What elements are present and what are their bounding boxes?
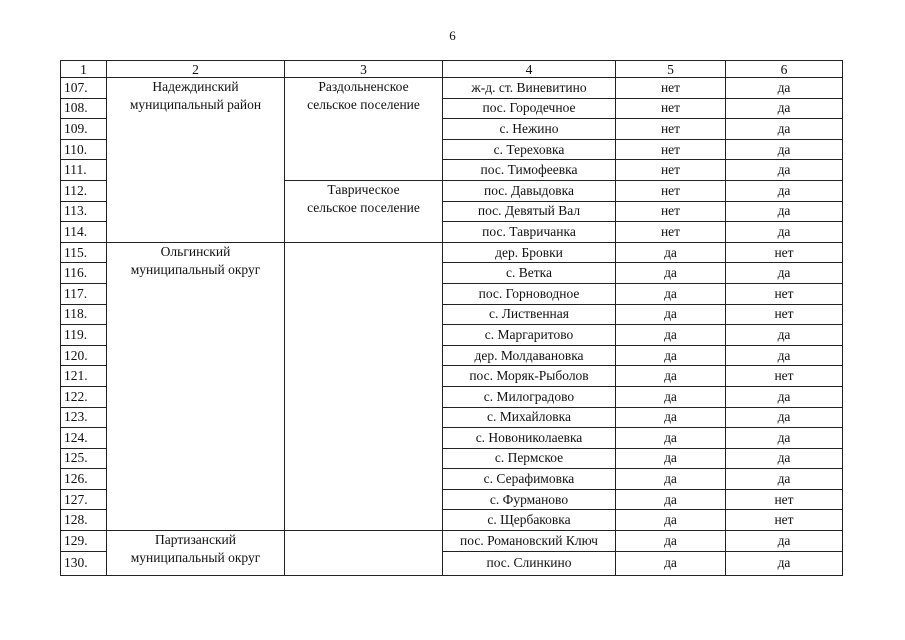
settlement-cell [285,78,443,181]
col6-value: нет [726,242,843,263]
col6-value: нет [726,304,843,325]
place-name: с. Серафимовка [443,469,616,490]
header-cell-5: 5 [616,61,726,78]
col5-value: нет [616,201,726,222]
table-body [61,61,843,576]
place-name: пос. Тавричанка [443,222,616,243]
col5-value: нет [616,78,726,99]
col6-value: нет [726,489,843,510]
col6-value: нет [726,283,843,304]
place-name: ж-д. ст. Виневитино [443,78,616,99]
col6-value: да [726,180,843,201]
settlements-table [60,60,843,576]
col5-value: нет [616,119,726,140]
place-name: дер. Молдавановка [443,345,616,366]
col6-value: да [726,428,843,449]
place-name: пос. Моряк-Рыболов [443,366,616,387]
row-number: 123. [61,407,107,428]
row-number: 109. [61,119,107,140]
row-number: 118. [61,304,107,325]
row-number: 115. [61,242,107,263]
row-number: 119. [61,325,107,346]
col6-value: да [726,222,843,243]
row-number: 122. [61,386,107,407]
col6-value: нет [726,510,843,531]
settlement-cell [285,180,443,242]
place-name: пос. Горноводное [443,283,616,304]
district-name: Ольгинский [160,243,231,259]
settlement-type: сельское поселение [307,199,420,215]
col5-value: да [616,283,726,304]
header-cell-4: 4 [443,61,616,78]
place-name: пос. Слинкино [443,551,616,575]
col6-value: да [726,448,843,469]
table-row [61,242,843,263]
col5-value: да [616,489,726,510]
place-name: с. Ветка [443,263,616,284]
col5-value: да [616,242,726,263]
col6-value: да [726,201,843,222]
district-name: Надеждинский [152,79,239,94]
header-cell-1: 1 [61,61,107,78]
district-type: муниципальный округ [130,550,261,566]
row-number: 113. [61,201,107,222]
row-number: 111. [61,160,107,181]
place-name: с. Маргаритово [443,325,616,346]
place-name: пос. Романовский Ключ [443,531,616,552]
row-number: 116. [61,263,107,284]
table-row [61,531,843,552]
row-number: 110. [61,139,107,160]
header-cell-2: 2 [107,61,285,78]
row-number: 107. [61,78,107,99]
col5-value: да [616,510,726,531]
col5-value: нет [616,180,726,201]
place-name: дер. Бровки [443,242,616,263]
col6-value: да [726,386,843,407]
district-type: муниципальный округ [130,261,261,277]
col6-value: да [726,407,843,428]
header-row [61,61,843,78]
place-name: с. Пермское [443,448,616,469]
place-name: пос. Городечное [443,98,616,119]
row-number: 124. [61,428,107,449]
col5-value: да [616,428,726,449]
col5-value: да [616,386,726,407]
settlement-type: сельское поселение [307,97,420,112]
col5-value: да [616,304,726,325]
header-cell-3: 3 [285,61,443,78]
col5-value: нет [616,222,726,243]
row-number: 128. [61,510,107,531]
header-cell-6: 6 [726,61,843,78]
place-name: пос. Девятый Вал [443,201,616,222]
col6-value: да [726,325,843,346]
table-row [61,78,843,99]
col5-value: да [616,366,726,387]
row-number: 108. [61,98,107,119]
district-cell [107,531,285,576]
place-name: с. Тереховка [443,139,616,160]
place-name: с. Щербаковка [443,510,616,531]
col5-value: да [616,345,726,366]
col6-value: да [726,139,843,160]
col5-value: да [616,448,726,469]
place-name: пос. Давыдовка [443,180,616,201]
col6-value: да [726,345,843,366]
district-name: Партизанский [155,532,236,548]
place-name: с. Михайловка [443,407,616,428]
settlement-name: Таврическое [327,181,400,197]
row-number: 117. [61,283,107,304]
col5-value: да [616,551,726,575]
col6-value: да [726,551,843,575]
district-cell [107,78,285,243]
district-cell [107,242,285,530]
row-number: 127. [61,489,107,510]
row-number: 126. [61,469,107,490]
row-number: 121. [61,366,107,387]
row-number: 114. [61,222,107,243]
col6-value: да [726,119,843,140]
col6-value: да [726,98,843,119]
col6-value: да [726,160,843,181]
col6-value: да [726,78,843,99]
col6-value: да [726,263,843,284]
row-number: 120. [61,345,107,366]
page-number: 6 [449,28,456,43]
row-number: 129. [61,531,107,552]
col5-value: нет [616,160,726,181]
place-name: с. Новониколаевка [443,428,616,449]
col5-value: нет [616,139,726,160]
col5-value: да [616,531,726,552]
row-number: 112. [61,180,107,201]
place-name: с. Лиственная [443,304,616,325]
place-name: с. Нежино [443,119,616,140]
row-number: 125. [61,448,107,469]
district-type: муниципальный район [129,97,262,112]
col6-value: нет [726,366,843,387]
col5-value: нет [616,98,726,119]
row-number: 130. [61,551,107,575]
col6-value: да [726,531,843,552]
col6-value: да [726,469,843,490]
col5-value: да [616,325,726,346]
settlement-cell-empty [285,242,443,530]
place-name: с. Фурманово [443,489,616,510]
settlement-name: Раздольненское [318,79,409,94]
place-name: пос. Тимофеевка [443,160,616,181]
col5-value: да [616,407,726,428]
settlement-cell-empty [285,531,443,576]
place-name: с. Милоградово [443,386,616,407]
col5-value: да [616,469,726,490]
col5-value: да [616,263,726,284]
